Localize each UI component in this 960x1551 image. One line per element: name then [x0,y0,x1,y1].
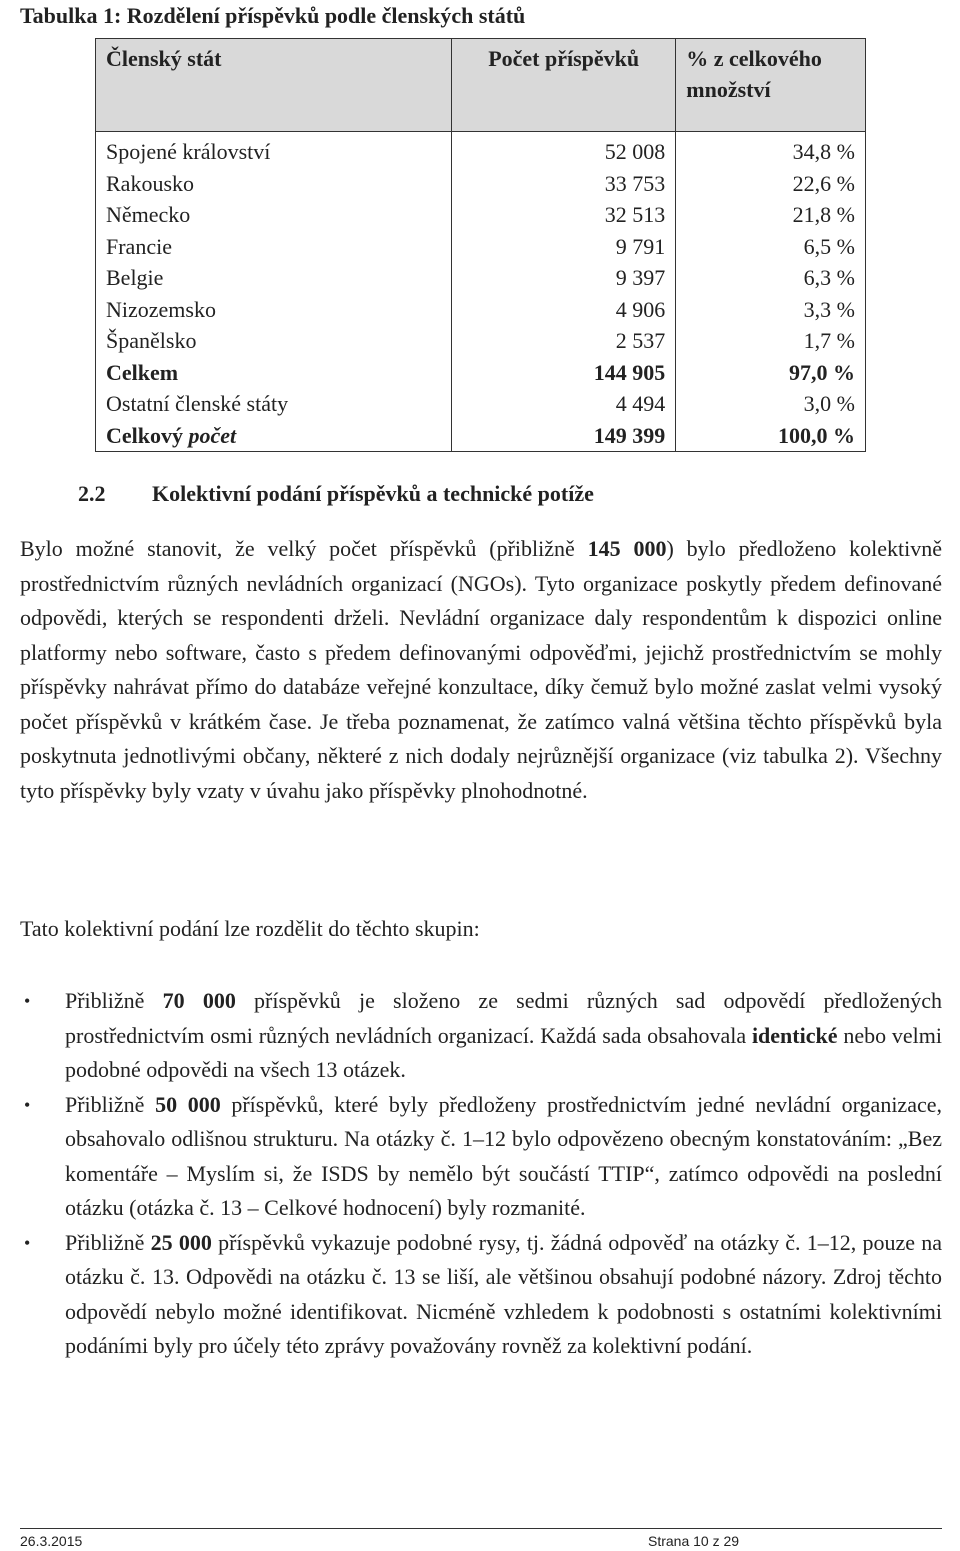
cell-count: 149 399 [452,420,676,452]
table-row [96,294,866,326]
table-row [96,136,866,168]
cell-percent: 34,8 % [676,136,866,168]
section-title: Kolektivní podání příspěvků a technické potíže [152,481,594,506]
table-row-subtotal [96,357,866,389]
table-row [96,168,866,200]
cell-count: 9 791 [452,231,676,263]
cell-state: Celkový počet [96,420,452,452]
cell-count: 144 905 [452,357,676,389]
table-row [96,231,866,263]
cell-percent: 3,0 % [676,388,866,420]
cell-count: 9 397 [452,262,676,294]
list-item: • Přibližně 70 000 příspěvků je složeno ze sedmi různých sad odpovědí předložených prostřednictvím osmi různých nevládních organizací. Každá sada obsahovala identické nebo velmi podobné odpovědi na všech 13 otázek. [20,984,942,1088]
section-heading [78,478,594,510]
table-row [96,325,866,357]
paragraph: Bylo možné stanovit, že velký počet příspěvků (přibližně 145 000) bylo předloženo kolektivně prostřednictvím různých nevládních organizací (NGOs). Tyto organizace poskytly předem definované odpovědi, kterých se respondenti drželi. Nevládní organizace daly respondentům k dispozici online platformy nebo software, často s předem definovanými odpověďmi, jejichž prostřednictvím se mohly příspěvky nahrávat přímo do databáze veřejné konzultace, díky čemuž bylo možné zaslat velmi vysoký počet příspěvků v krátkém čase. Je třeba poznamenat, že zatímco valná většina těchto příspěvků byla poskytnuta jednotlivými občany, některé z nich dodaly nejrůznější organizace (viz tabulka 2). Všechny tyto příspěvky byly vzaty v úvahu jako příspěvky plnohodnotné. [20,536,942,803]
cell-state: Francie [96,231,452,263]
bullet-icon: • [24,1094,31,1115]
cell-percent: 1,7 % [676,325,866,357]
cell-percent: 100,0 % [676,420,866,452]
table-header-row [96,39,866,132]
cell-state: Belgie [96,262,452,294]
section-number: 2.2 [78,481,106,506]
cell-state: Španělsko [96,325,452,357]
table-row [96,262,866,294]
cell-state: Nizozemsko [96,294,452,326]
cell-count: 4 906 [452,294,676,326]
cell-state: Celkem [96,357,452,389]
cell-state: Rakousko [96,168,452,200]
page-footer [20,1528,942,1549]
cell-percent: 3,3 % [676,294,866,326]
header-count: Počet příspěvků [452,39,676,132]
bullet-icon: • [24,1232,31,1253]
cell-percent: 97,0 % [676,357,866,389]
header-percent: % z celkového množství [676,39,866,132]
table-row [96,388,866,420]
cell-count: 33 753 [452,168,676,200]
cell-state: Spojené království [96,136,452,168]
table-row [96,199,866,231]
member-states-table [95,38,866,452]
cell-percent: 6,3 % [676,262,866,294]
cell-count: 52 008 [452,136,676,168]
bullet-list [20,984,942,1364]
paragraph: Tato kolektivní podání lze rozdělit do těchto skupin: [20,916,480,941]
cell-count: 32 513 [452,199,676,231]
table-row-total [96,420,866,452]
cell-count: 2 537 [452,325,676,357]
header-member-state: Členský stát [96,39,452,132]
list-item: • Přibližně 50 000 příspěvků, které byly předloženy prostřednictvím jedné nevládní organizace, obsahovalo odlišnou strukturu. Na otázky č. 1–12 bylo odpovězeno obecným konstatováním: „Bez komentáře – Myslím si, že ISDS by nemělo být součástí TTIP“, zatímco odpovědi na poslední otázku (otázka č. 13 – Celkové hodnocení) byly rozmanité. [20,1088,942,1226]
cell-state: Německo [96,199,452,231]
cell-count: 4 494 [452,388,676,420]
footer-date: 26.3.2015 [20,1533,83,1549]
table-caption: Tabulka 1: Rozdělení příspěvků podle členských států [20,3,526,28]
cell-state: Ostatní členské státy [96,388,452,420]
cell-percent: 6,5 % [676,231,866,263]
footer-page-number: Strana 10 z 29 [648,1533,740,1549]
cell-percent: 21,8 % [676,199,866,231]
bullet-icon: • [24,991,31,1011]
list-item: • Přibližně 25 000 příspěvků vykazuje podobné rysy, tj. žádná odpověď na otázky č. 1–12, pouze na otázku č. 13. Odpovědi na otázku č. 13 se liší, ale většinou obsahují podobné názory. Zdroj těchto odpovědí nebylo možné identifikovat. Nicméně vzhledem k podobnosti s ostatními kolektivními podáními byly pro účely této zprávy považovány rovněž za kolektivní podání. [20,1226,942,1364]
cell-percent: 22,6 % [676,168,866,200]
